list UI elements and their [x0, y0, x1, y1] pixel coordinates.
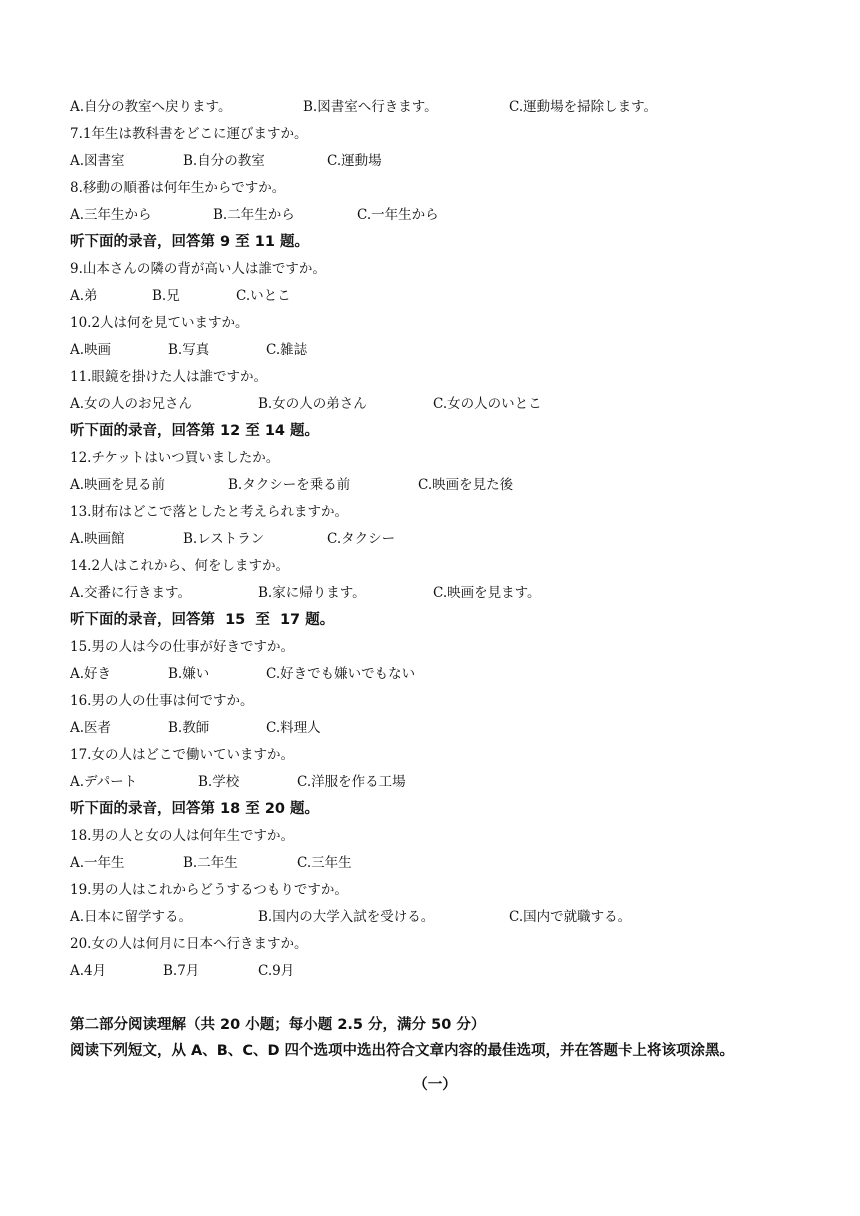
q7-option-c: C.運動場	[327, 153, 382, 169]
q15-option-b: B.嫌い	[168, 666, 210, 682]
q9-option-c: C.いとこ	[236, 288, 291, 304]
q13-options	[70, 526, 800, 553]
q8-option-c: C.一年生から	[357, 207, 439, 223]
q11-question: 11.眼鏡を掛けた人は誰ですか。	[70, 369, 267, 385]
section-heading-18-20: 听下面的录音，回答第 18 至 20 题。	[70, 801, 320, 817]
q7-option-a: A.図書室	[70, 153, 125, 169]
q16-option-a: A.医者	[70, 720, 112, 736]
q19-option-b: B.国内の大学入試を受ける。	[258, 909, 435, 925]
q20-question: 20.女の人は何月に日本へ行きますか。	[70, 936, 308, 952]
section-heading-15-17: 听下面的录音，回答第 15 至 17 题。	[70, 612, 335, 628]
q7-options	[70, 148, 800, 175]
q20-option-c: C.9月	[258, 963, 295, 979]
q14-option-b: B.家に帰ります。	[258, 585, 366, 601]
q9-option-b: B.兄	[152, 288, 180, 304]
q12-option-c: C.映画を見た後	[418, 477, 514, 493]
q18-option-c: C.三年生	[297, 855, 352, 871]
q19-question: 19.男の人はこれからどうするつもりですか。	[70, 882, 348, 898]
q13-option-a: A.映画館	[70, 531, 125, 547]
q14-options	[70, 580, 800, 607]
q12-option-a: A.映画を見る前	[70, 477, 166, 493]
q11-option-b: B.女の人の弟さん	[258, 396, 367, 412]
q19-options	[70, 904, 800, 931]
q14-question: 14.2人はこれから、何をしますか。	[70, 558, 290, 574]
section-marker: （一）	[413, 1077, 457, 1093]
q20-options	[70, 958, 800, 985]
q9-question: 9.山本さんの隣の背が高い人は誰ですか。	[70, 261, 326, 277]
q15-option-c: C.好きでも嫌いでもない	[266, 666, 416, 682]
blank-spacer	[70, 985, 800, 1012]
q13-option-b: B.レストラン	[183, 531, 265, 547]
q13-option-c: C.タクシー	[327, 531, 396, 547]
q8-option-a: A.三年生から	[70, 207, 152, 223]
q20-option-b: B.7月	[163, 963, 200, 979]
q6-option-a: A.自分の教室へ戻ります。	[70, 99, 232, 115]
q17-options	[70, 769, 800, 796]
q10-option-a: A.映画	[70, 342, 112, 358]
q18-option-b: B.二年生	[183, 855, 238, 871]
q11-options	[70, 391, 800, 418]
q6-options	[70, 94, 800, 121]
q16-options	[70, 715, 800, 742]
q18-question: 18.男の人と女の人は何年生ですか。	[70, 828, 294, 844]
q17-question: 17.女の人はどこで働いていますか。	[70, 747, 294, 763]
q10-option-c: C.雑誌	[266, 342, 308, 358]
q11-option-a: A.女の人のお兄さん	[70, 396, 193, 412]
q16-option-c: C.料理人	[266, 720, 321, 736]
exam-page	[70, 94, 800, 1099]
q16-question: 16.男の人の仕事は何ですか。	[70, 693, 254, 709]
q19-option-a: A.日本に留学する。	[70, 909, 193, 925]
q14-option-c: C.映画を見ます。	[433, 585, 541, 601]
section-heading-12-14: 听下面的录音，回答第 12 至 14 题。	[70, 423, 320, 439]
q18-options	[70, 850, 800, 877]
q16-option-b: B.教師	[168, 720, 210, 736]
q12-question: 12.チケットはいつ買いましたか。	[70, 450, 280, 466]
part2-instruction: 阅读下列短文，从 A、B、C、D 四个选项中选出符合文章内容的最佳选项，并在答题卡上将该项涂黑。	[70, 1043, 735, 1059]
q17-option-c: C.洋服を作る工場	[297, 774, 406, 790]
part2-title: 第二部分阅读理解（共 20 小题；每小题 2.5 分，满分 50 分）	[70, 1017, 486, 1033]
q6-option-c: C.運動場を掃除します。	[509, 99, 658, 115]
q18-option-a: A.一年生	[70, 855, 125, 871]
q17-option-a: A.デパート	[70, 774, 138, 790]
q9-options	[70, 283, 800, 310]
q19-option-c: C.国内で就職する。	[509, 909, 632, 925]
q9-option-a: A.弟	[70, 288, 98, 304]
q11-option-c: C.女の人のいとこ	[433, 396, 542, 412]
q10-question: 10.2人は何を見ていますか。	[70, 315, 249, 331]
q15-question: 15.男の人は今の仕事が好きですか。	[70, 639, 294, 655]
q7-option-b: B.自分の教室	[183, 153, 265, 169]
q17-option-b: B.学校	[198, 774, 240, 790]
q8-options	[70, 202, 800, 229]
q14-option-a: A.交番に行きます。	[70, 585, 191, 601]
q7-question: 7.1年生は教科書をどこに運びますか。	[70, 126, 308, 142]
q10-options	[70, 337, 800, 364]
q15-option-a: A.好き	[70, 666, 112, 682]
q13-question: 13.財布はどこで落としたと考えられますか。	[70, 504, 348, 520]
q10-option-b: B.写真	[168, 342, 210, 358]
q12-option-b: B.タクシーを乗る前	[228, 477, 351, 493]
section-heading-9-11: 听下面的录音，回答第 9 至 11 题。	[70, 234, 309, 250]
q20-option-a: A.4月	[70, 963, 107, 979]
q8-question: 8.移動の順番は何年生からですか。	[70, 180, 286, 196]
q6-option-b: B.図書室へ行きます。	[303, 99, 438, 115]
q8-option-b: B.二年生から	[213, 207, 295, 223]
q15-options	[70, 661, 800, 688]
q12-options	[70, 472, 800, 499]
